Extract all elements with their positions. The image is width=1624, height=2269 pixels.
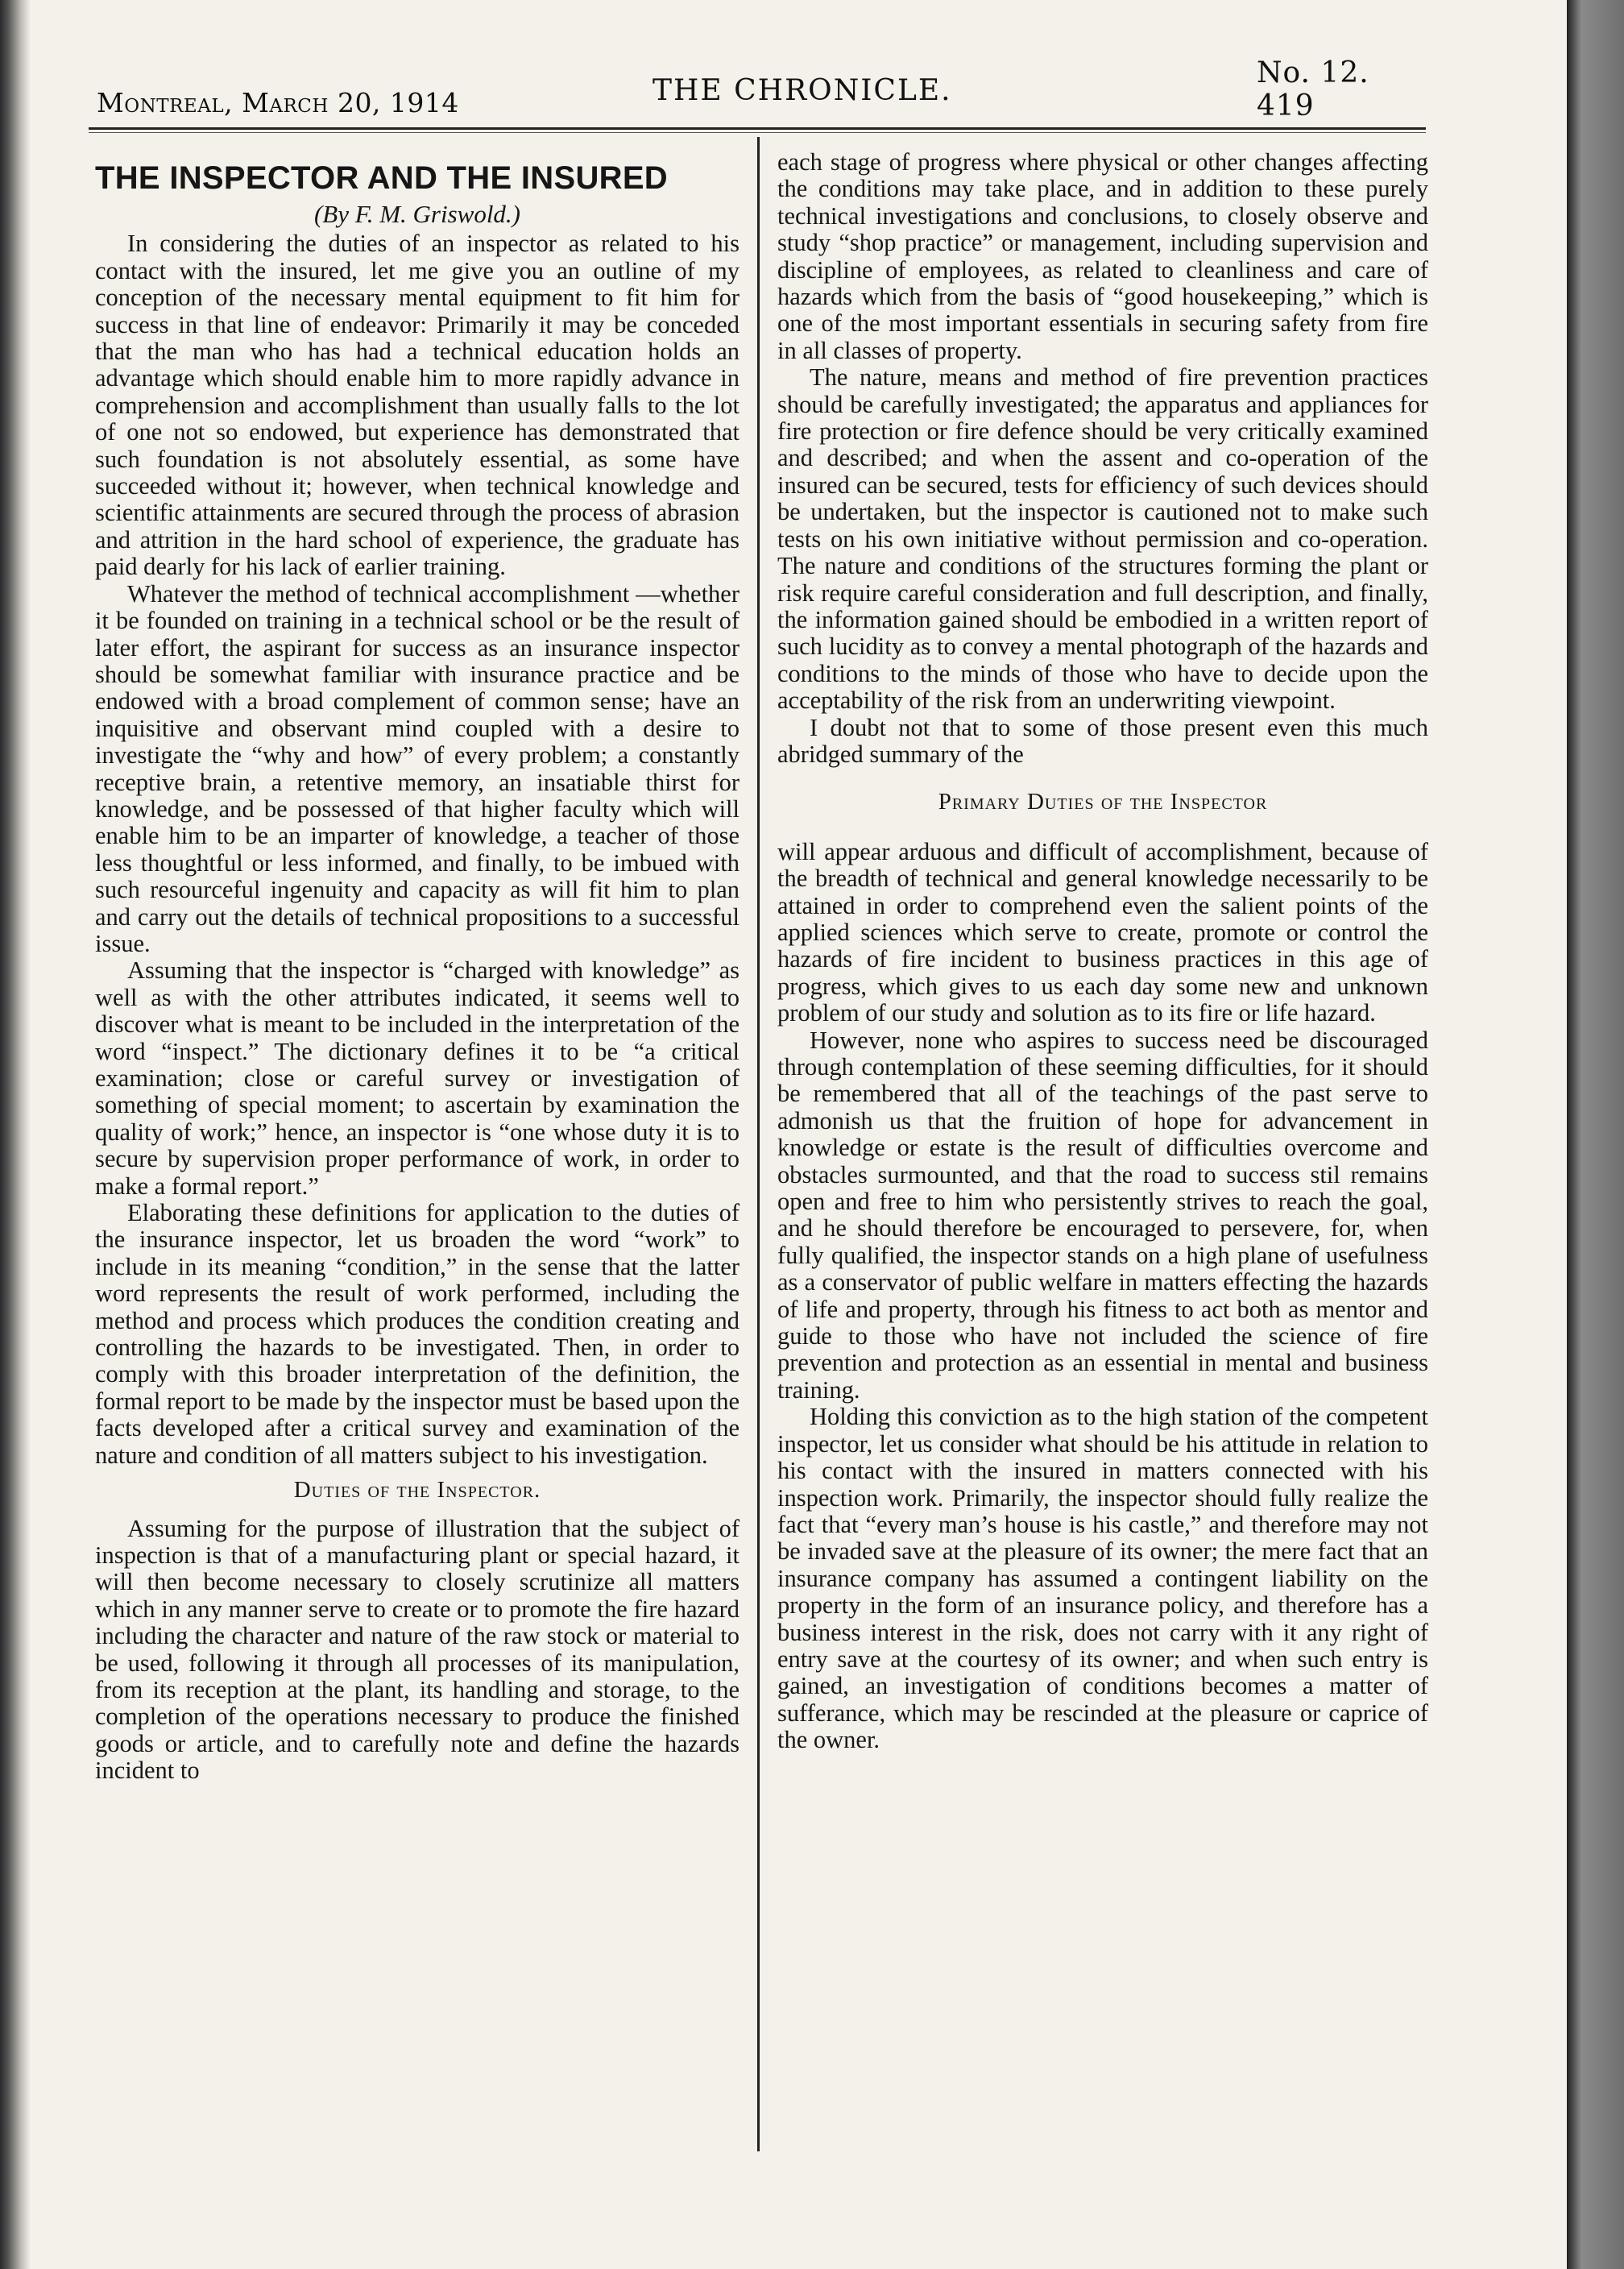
page-binding-shadow bbox=[0, 0, 31, 2269]
scanner-background-edge bbox=[1567, 0, 1624, 2269]
paragraph: However, none who aspires to success need be discouraged through contemplation of these seeming difficulties, for it should be remembered that all of the teachings of the past serve to admonish us that the fruition of hope for advancement in knowledge or estate is the result of difficulties overcome and obstacles surmounted, and that the road to success stil remains open and free to him who persistently strives to reach the goal, and he should therefore be encouraged to persevere, for, when fully qualified, the inspector stands on a high plane of usefulness as a conservator of public welfare in matters effecting the hazards of life and property, through his fitness to act both as mentor and guide to those who have not included the science of fire prevention and protection as an essential in mental and business training. bbox=[777, 1026, 1428, 1404]
running-header bbox=[89, 56, 1426, 129]
header-issue-page-number: No. 12. 419 bbox=[1257, 56, 1369, 122]
right-column bbox=[777, 149, 1428, 1754]
paragraph-continued: each stage of progress where physical or other changes affecting the conditions may take place, and in addition to these purely technical investigations and conclusions, to closely observe and study “shop practice” or management, including supervision and discipline of employees, as related to cleanliness and care of hazards which from the basis of “good housekeeping,” which is one of the most important essentials in securing safety from fire in all classes of property. bbox=[777, 148, 1428, 364]
paragraph: Assuming that the inspector is “charged with knowledge” as well as with the other attributes indicated, it seems well to discover what is meant to be included in the interpretation of the word “inspect.” The dictionary defines it to be “a critical examination; close or careful survey or investigation of something of special moment; to ascertain by examination the quality of work;” hence, an inspector is “one whose duty it is to secure by supervision proper performance of work, in order to make a formal report.” bbox=[95, 956, 740, 1200]
paragraph-continued: will appear arduous and difficult of accomplishment, because of the breadth of technical and general knowledge necessarily to be attained in order to comprehend even the salient points of the applied sciences which serve to create, promote or control the hazards of fire incident to business practices in this age of progress, which gives to us each day some new and unknown problem of our study and solution as to its fire or life hazard. bbox=[777, 837, 1428, 1027]
paragraph: Whatever the method of technical accomplishment —whether it be founded on training in a technical school or be the result of later effort, the aspirant for success as an insurance inspector should be somewhat familiar with insurance practice and be endowed with a broad complement of common sense; have an inquisitive and observant mind coupled with a desire to investigate the “why and how” of every problem; a constantly receptive brain, a retentive memory, an insatiable thirst for knowledge, and be possessed of that higher faculty which will enable him to be an imparter of knowledge, a teacher of those less thoughtful or less informed, and finally, to be imbued with such resourceful ingenuity and capacity as will fit him to plan and carry out the details of technical propositions to a successful issue. bbox=[95, 579, 740, 957]
article-byline: (By F. M. Griswold.) bbox=[313, 200, 521, 228]
column-divider bbox=[757, 137, 760, 2151]
header-rule-thin bbox=[89, 132, 1426, 133]
paragraph: Holding this conviction as to the high station of the competent inspector, let us consider what should be his attitude in relation to his contact with the insured in matters connected with his inspection work. Primarily, the inspector should fully realize the fact that “every man’s house is his castle,” and therefore may not be invaded save at the pleasure of its owner; the mere fact that an insurance company has assumed a contingent liability on the property in the form of an insurance policy, and therefore has a business interest in the risk, does not carry with it any right of entry save at the courtesy of its owner; and when such entry is gained, an investigation of conditions becomes a matter of sufferance, which may be rescinded at the pleasure or caprice of the owner. bbox=[777, 1403, 1428, 1754]
header-rule bbox=[89, 127, 1426, 130]
paragraph: Elaborating these definitions for application to the duties of the insurance inspector, let us broaden the word “work” to include in its meaning “condition,” in the sense that the latter word represents the result of work performed, including the method and process which produces the condition creating and controlling the hazards to be investigated. Then, in order to comply with this broader interpretation of the definition, the formal report to be made by the inspector must be based upon the facts developed after a critical survey and examination of the nature and condition of all matters subject to his investigation. bbox=[95, 1199, 740, 1469]
left-column bbox=[95, 149, 740, 1785]
paragraph: I doubt not that to some of those present even this much abridged summary of the bbox=[777, 713, 1428, 768]
section-heading: Duties of the Inspector. bbox=[293, 1477, 541, 1504]
paragraph: The nature, means and method of fire prevention practices should be carefully investigated; the apparatus and appliances for fire protection or fire defence should be very critically examined and described; and when the assent and co-operation of the insured can be secured, tests for efficiency of such devices should be undertaken, but the inspector is cautioned not to make such tests on his own initiative without permission and co-operation. The nature and conditions of the structures forming the plant or risk require careful consideration and full description, and finally, the information gained should be embodied in a written report of such lucidity as to convey a mental photograph of the hazards and conditions to the minds of those who have to decide upon the acceptability of the risk from an underwriting viewpoint. bbox=[777, 363, 1428, 715]
paragraph: In considering the duties of an inspector as related to his contact with the insured, let me give you an outline of my conception of the necessary mental equipment to fit him for success in that line of endeavor: Primarily it may be conceded that the man who has had a technical education holds an advantage which should enable him to more rapidly advance in comprehension and accomplishment than usually falls to the lot of one not so endowed, but experience has demonstrated that such foundation is not absolutely essential, as some have succeeded without it; however, when technical knowledge and scientific attainments are secured through the process of abrasion and attrition in the hard school of experience, the graduate has paid dearly for his lack of earlier training. bbox=[95, 230, 740, 581]
section-heading: Primary Duties of the Inspector bbox=[938, 789, 1268, 815]
header-dateline: Montreal, March 20, 1914 bbox=[97, 87, 459, 118]
header-publication-title: THE CHRONICLE. bbox=[652, 74, 952, 107]
paragraph: Assuming for the purpose of illustration that the subject of inspection is that of a manufacturing plant or special hazard, it will then become necessary to closely scrutinize all matters which in any manner serve to create or to promote the fire hazard including the character and nature of the raw stock or material to be used, following it through all processes of its manipulation, from its reception at the plant, its handling and storage, to the completion of the operations necessary to produce the finished goods or article, and to carefully note and define the hazards incident to bbox=[95, 1514, 740, 1785]
article-title: THE INSPECTOR AND THE INSURED bbox=[95, 160, 668, 196]
